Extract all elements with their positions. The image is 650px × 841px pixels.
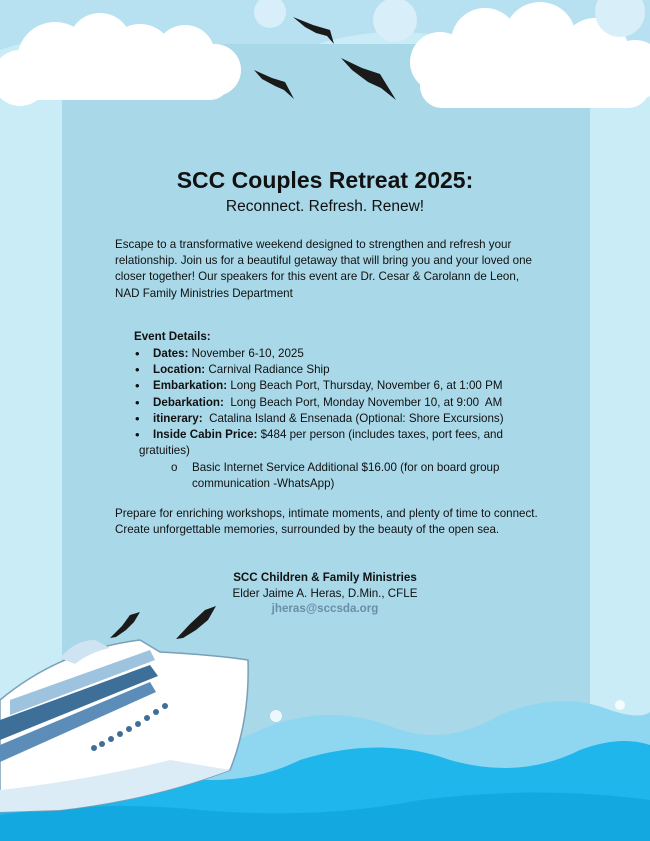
detail-itinerary — [133, 411, 533, 427]
detail-value-continued: gratuities) — [139, 444, 190, 458]
flyer-title: SCC Couples Retreat 2025: — [176, 167, 474, 193]
detail-value: November 6-10, 2025 — [188, 347, 304, 360]
sub-bullet: o — [171, 461, 178, 474]
detail-embarkation — [133, 378, 533, 394]
detail-label: Embarkation: — [153, 379, 228, 393]
contact-name: Elder Jaime A. Heras, D.Min., CFLE — [232, 587, 418, 600]
detail-label: Location: — [153, 363, 206, 377]
detail-value: Catalina Island & Ensenada (Optional: Shore Excursions) — [202, 411, 504, 425]
intro-paragraph: Escape to a transformative weekend designed to strengthen and refresh your relationship. Join us for a beautiful getaway that will bring you and your loved one closer together! Our speakers for this event are Dr. Cesar & Carolann de Leon, NAD Family Ministries Department — [115, 238, 532, 300]
detail-debarkation — [133, 395, 533, 411]
detail-label: Inside Cabin Price: — [153, 428, 258, 442]
event-details-heading: Event Details: — [134, 330, 211, 343]
ministry-name: SCC Children & Family Ministries — [233, 571, 417, 584]
contact-email-link[interactable]: jheras@sccsda.org — [271, 602, 379, 615]
detail-value: Carnival Radiance Ship — [205, 363, 330, 377]
outro-paragraph: Prepare for enriching workshops, intimate moments, and plenty of time to connect. Create unforgettable memories, surrounded by the beauty of the open sea. — [115, 507, 538, 537]
detail-label: Dates: — [153, 347, 189, 360]
detail-value: $484 per person (includes taxes, port fees, and — [257, 428, 503, 442]
detail-label: itinerary: — [153, 411, 203, 425]
detail-cabin-price — [133, 427, 533, 459]
internet-sub-item — [171, 460, 541, 492]
detail-location — [133, 362, 533, 378]
detail-value: Long Beach Port, Monday November 10, at 9:00 AM — [223, 395, 503, 409]
detail-value: Long Beach Port, Thursday, November 6, at 1:00 PM — [227, 379, 503, 393]
flyer-subtitle: Reconnect. Refresh. Renew! — [225, 198, 425, 215]
detail-dates — [133, 346, 533, 362]
sub-item-text: Basic Internet Service Additional $16.00 (for on board group communication -WhatsApp) — [192, 461, 500, 491]
detail-label: Debarkation: — [153, 395, 224, 409]
event-details-list — [133, 346, 533, 459]
